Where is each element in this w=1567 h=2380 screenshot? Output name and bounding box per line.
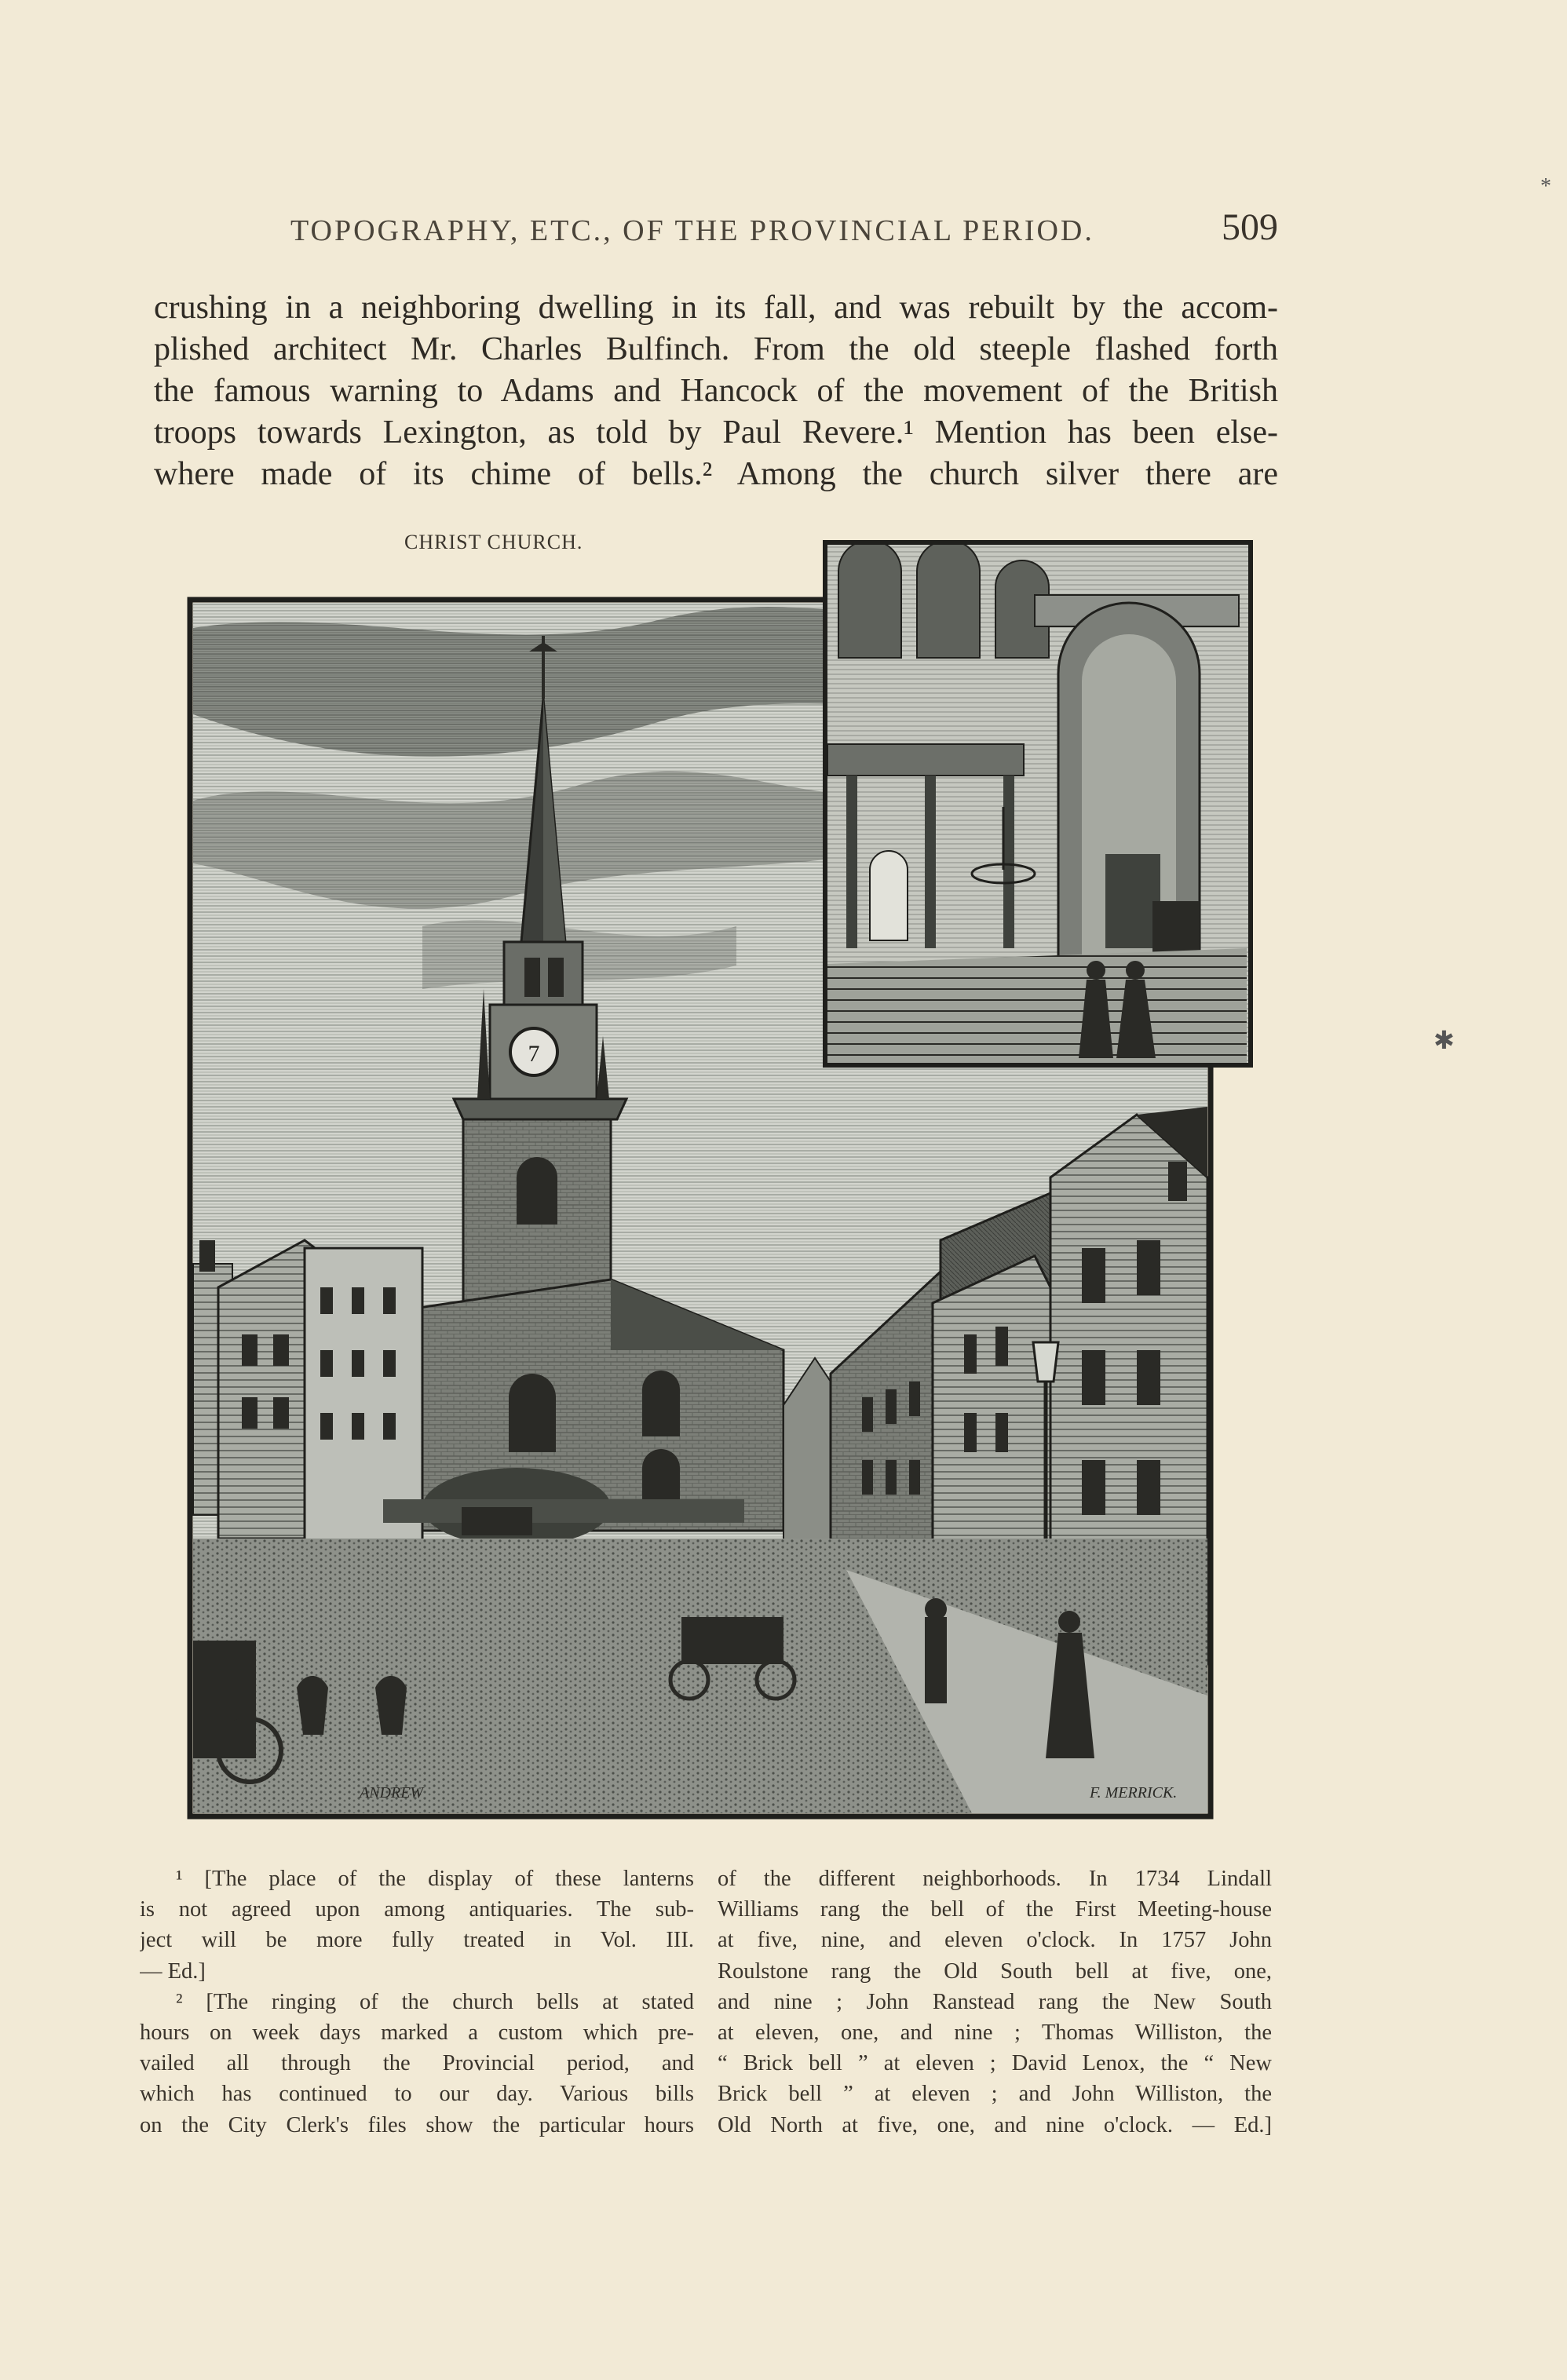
footnote-line: ject will be more fully treated in Vol. III. (140, 1928, 694, 1953)
footnote-line: Brick bell ” at eleven ; and John Williston, the (718, 2082, 1272, 2107)
body-line: crushing in a neighboring dwelling in its fall, and was rebuilt by the accom- (154, 290, 1278, 326)
footnote-line: ¹ [The place of the display of these lanterns (176, 1867, 694, 1891)
footnote-line: at five, nine, and eleven o'clock. In 1757 John (718, 1928, 1272, 1953)
running-title: TOPOGRAPHY, ETC., OF THE PROVINCIAL PERIOD. (290, 214, 1094, 247)
body-line: troops towards Lexington, as told by Paul Revere.¹ Mention has been else- (154, 414, 1278, 451)
body-paragraph (154, 287, 1278, 495)
margin-mark-2: ✱ (1434, 1026, 1455, 1054)
footnote-line: “ Brick bell ” at eleven ; David Lenox, the “ New (718, 2051, 1272, 2076)
footnote-line: on the City Clerk's files show the particular hours (140, 2112, 694, 2137)
footnotes-right-column (718, 1863, 1272, 2141)
body-line: plished architect Mr. Charles Bulfinch. From the old steeple flashed forth (154, 331, 1278, 367)
footnote-line: Old North at five, one, and nine o'clock. — Ed.] (718, 2112, 1272, 2137)
footnote-line: Roulstone rang the Old South bell at five, one, (718, 1958, 1272, 1984)
footnote-line: Williams rang the bell of the First Meeting-house (718, 1897, 1272, 1922)
footnote-line: and nine ; John Ranstead rang the New South (718, 1989, 1272, 2014)
footnote-line: is not agreed upon among antiquaries. The sub- (140, 1897, 694, 1922)
body-line: the famous warning to Adams and Hancock of the movement of the British (154, 373, 1278, 409)
footnote-line: — Ed.] (140, 1958, 206, 1984)
footnote-line: of the different neighborhoods. In 1734 Lindall (718, 1867, 1272, 1891)
margin-mark: * (1540, 174, 1551, 199)
body-line: where made of its chime of bells.² Among the church silver there are (154, 456, 1278, 492)
footnotes-left-column (140, 1863, 694, 2141)
footnote-line: ² [The ringing of the church bells at stated (176, 1989, 694, 2014)
engraver-signature-left: ANDREW (360, 1784, 424, 1801)
church-interior-engraving (823, 540, 1253, 1068)
engraver-signature-right: F. MERRICK. (1090, 1784, 1178, 1801)
footnote-line: vailed all through the Provincial period, and (140, 2051, 694, 2076)
clock-numeral: 7 (528, 1041, 540, 1067)
footnote-line: which has continued to our day. Various bills (140, 2082, 694, 2107)
page-number: 509 (1222, 206, 1278, 248)
footnote-line: at eleven, one, and nine ; Thomas Williston, the (718, 2020, 1272, 2045)
footnote-line: hours on week days marked a custom which pre- (140, 2020, 694, 2045)
illustration-caption: CHRIST CHURCH. (404, 531, 583, 553)
